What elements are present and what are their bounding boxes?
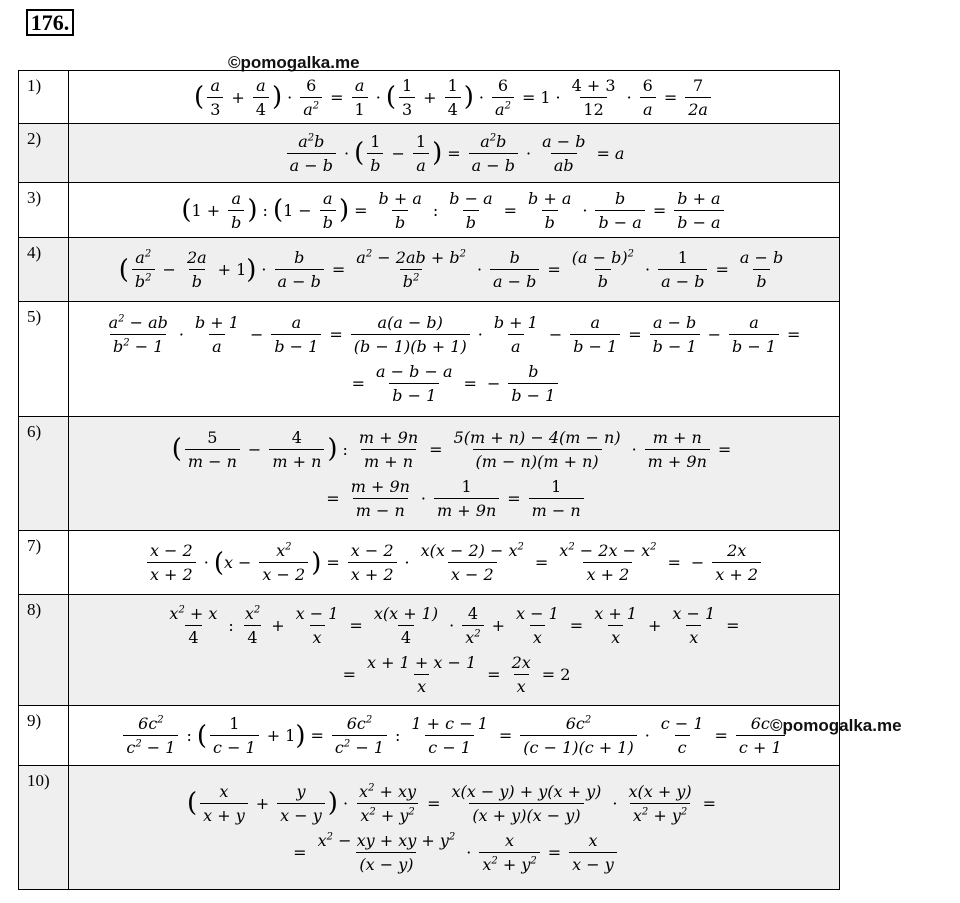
- solutions-table: [18, 70, 840, 890]
- table-row: [19, 531, 840, 595]
- table-row: [19, 595, 840, 706]
- equation-10-line-2: = $\frac{x^2 - xy + xy + y^2}{(x - y)}$ · $\frac{x}{x^2 + y^2}$ = $\frac{x}{x - y}$: [69, 828, 839, 877]
- row-label: 10): [19, 766, 69, 890]
- watermark-right: ©pomogalka.me: [770, 716, 902, 735]
- equation-10-line-1: ( $\frac{x}{x + y}$ + $\frac{y}{x - y}$ ) · $\frac{x^2 + xy}{x^2 + y^2}$ = $\frac{x(x - y) + y(x + y)}{(x + y)(x - y)}$ · $\frac{x(x + y)}{x^2 + y^2}$ =: [186, 781, 717, 825]
- table-row: [19, 183, 840, 238]
- table-row: [19, 766, 840, 890]
- equation-5-line-1: $\frac{a^2 - ab}{b^2 - 1}$ · $\frac{b + 1}{a}$ − $\frac{a}{b - 1}$ = $\frac{a(a - b)}{(b - 1)(b + 1)}$ · $\frac{b + 1}{a}$ − $\frac{a}{b - 1}$ = $\frac{a - b}{b - 1}$ − $\frac{a}{b - 1}$ =: [108, 313, 801, 356]
- table-row: [19, 417, 840, 531]
- equation-5-line-2: = $\frac{a - b - a}{b - 1}$ = − $\frac{b}{b - 1}$: [69, 359, 839, 408]
- equation-1: ( $\frac{a}{3}$ + $\frac{a}{4}$ ) · $\frac{6}{a^2}$ = $\frac{a}{1}$ · ( $\frac{1}{3}$ + $\frac{1}{4}$ ) · $\frac{6}{a^2}$ = 1 · $\frac{4 + 3}{12}$ · $\frac{6}{a}$ = $\frac{7}{2a}$: [69, 76, 839, 119]
- row-label: 7): [19, 531, 69, 595]
- row-label: 8): [19, 595, 69, 706]
- row-label: 9): [19, 706, 69, 766]
- equation-2: $\frac{a^2b}{a - b}$ · ( $\frac{1}{b}$ − $\frac{1}{a}$ ) = $\frac{a^2b}{a - b}$ · $\frac{a - b}{ab}$ = a: [69, 132, 839, 175]
- table-row: [19, 71, 840, 124]
- equation-4: ( $\frac{a^2}{b^2}$ − $\frac{2a}{b}$ + 1 ) · $\frac{b}{a - b}$ = $\frac{a^2 - 2ab + b^2}{b^2}$ · $\frac{b}{a - b}$ = $\frac{(a - b)^2}{b}$ · $\frac{1}{a - b}$ = $\frac{a - b}{b}$: [118, 248, 784, 291]
- row-label: 3): [19, 183, 69, 238]
- row-label: 1): [19, 71, 69, 124]
- table-row: [19, 302, 840, 417]
- equation-8-line-2: = $\frac{x + 1 + x - 1}{x}$ = $\frac{2x}{x}$ = 2: [342, 653, 571, 696]
- equation-9: $\frac{6c^2}{c^2 - 1}$ : ( $\frac{1}{c - 1}$ + 1 ) = $\frac{6c^2}{c^2 - 1}$ : $\frac{1 + c - 1}{c - 1}$ = $\frac{6c^2}{(c - 1)(c + 1)}$ · $\frac{c - 1}{c}$ = $\frac{6c}{c + 1}$: [69, 714, 839, 757]
- watermark-top: ©pomogalka.me: [228, 53, 360, 72]
- row-label: 4): [19, 238, 69, 302]
- task-number: 176.: [26, 9, 74, 36]
- equation-7: $\frac{x - 2}{x + 2}$ · ( x − $\frac{x^2}{x - 2}$ ) = $\frac{x - 2}{x + 2}$ · $\frac{x(x - 2) - x^2}{x - 2}$ = $\frac{x^2 - 2x - x^2}{x + 2}$ = − $\frac{2x}{x + 2}$: [69, 541, 839, 584]
- equation-3: ( 1 + $\frac{a}{b}$ ) : ( 1 − $\frac{a}{b}$ ) = $\frac{b + a}{b}$ : $\frac{b - a}{b}$ = $\frac{b + a}{b}$ · $\frac{b}{b - a}$ = $\frac{b + a}{b - a}$: [69, 189, 839, 232]
- equation-6-line-1: ( $\frac{5}{m - n}$ − $\frac{4}{m + n}$ ) : $\frac{m + 9n}{m + n}$ = $\frac{5(m + n) - 4(m - n)}{(m - n)(m + n)}$ · $\frac{m + n}{m + 9n}$ =: [171, 427, 732, 471]
- equation-6-line-2: = $\frac{m + 9n}{m - n}$ · $\frac{1}{m + 9n}$ = $\frac{1}{m - n}$: [69, 474, 839, 523]
- equation-8-line-1: $\frac{x^2 + x}{4}$ : $\frac{x^2}{4}$ + $\frac{x - 1}{x}$ = $\frac{x(x + 1)}{4}$ · $\frac{4}{x^2}$ + $\frac{x - 1}{x}$ = $\frac{x + 1}{x}$ + $\frac{x - 1}{x}$ =: [169, 604, 740, 647]
- table-row: [19, 238, 840, 302]
- row-label: 5): [19, 302, 69, 417]
- table-row: [19, 124, 840, 183]
- row-label: 6): [19, 417, 69, 531]
- row-label: 2): [19, 124, 69, 183]
- table-row: [19, 706, 840, 766]
